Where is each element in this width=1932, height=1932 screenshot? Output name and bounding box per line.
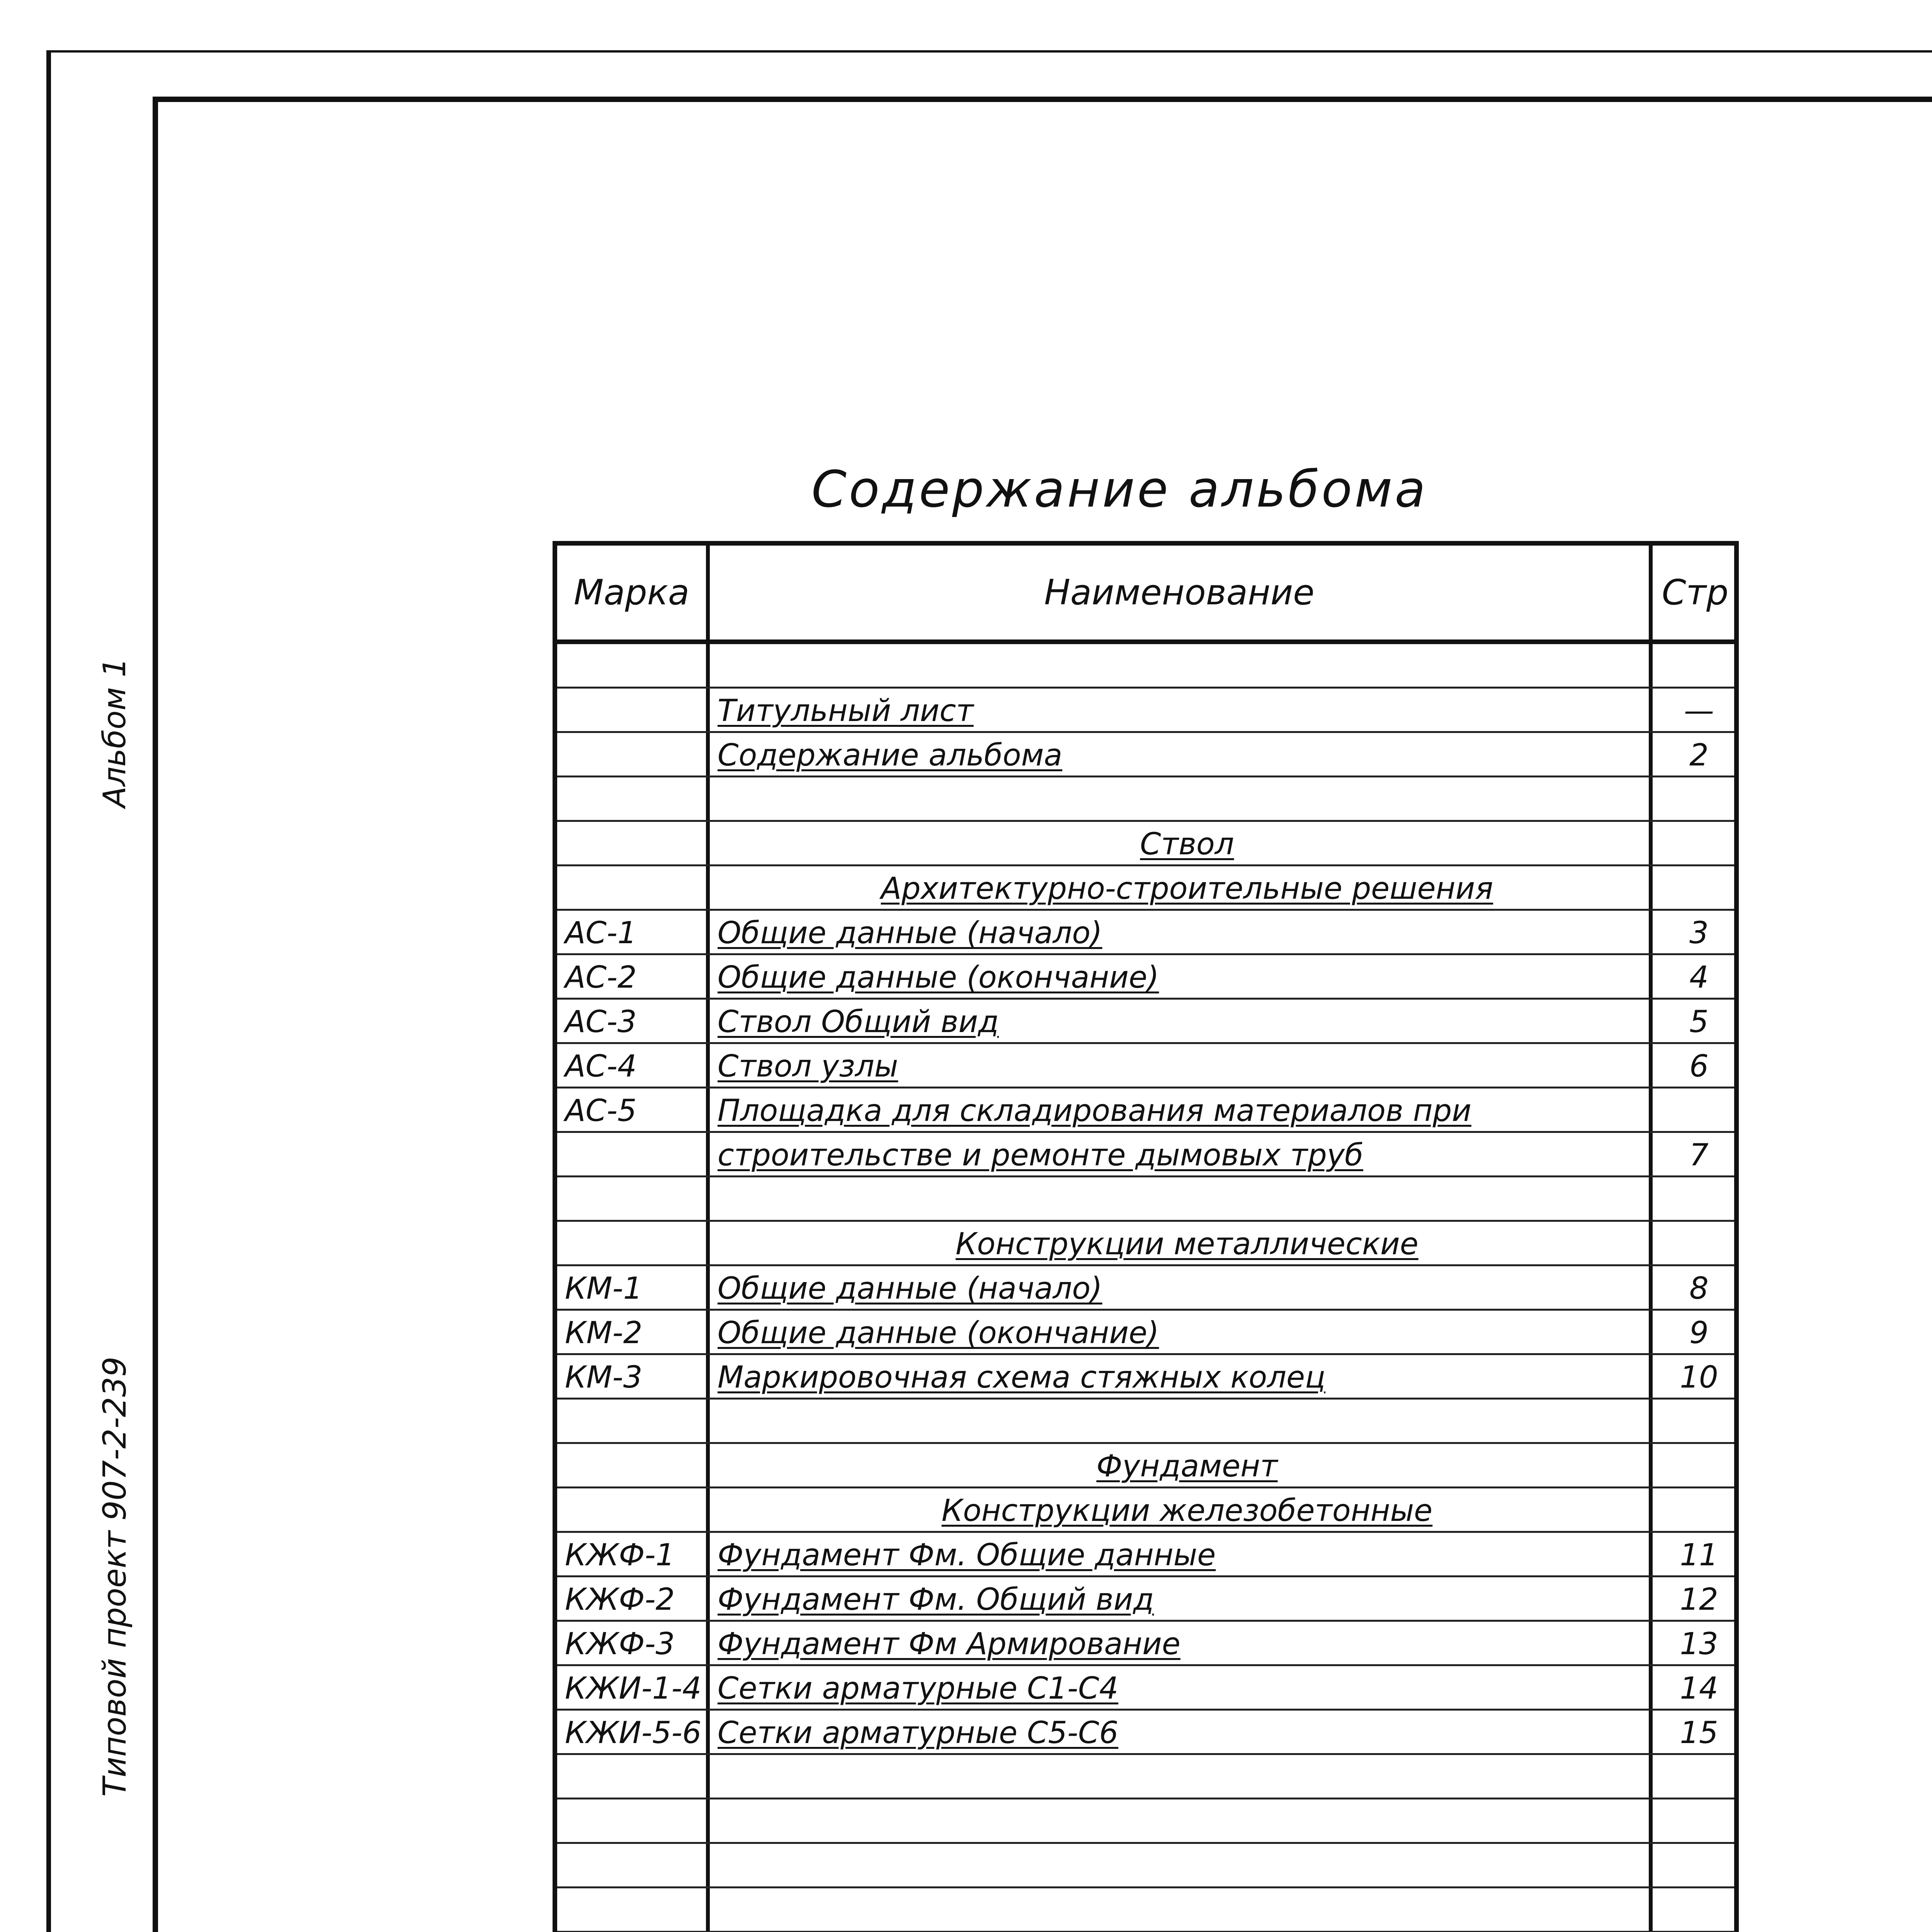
row-page: 8	[1689, 1271, 1709, 1306]
table-row	[557, 1044, 1734, 1088]
row-name: Содержание альбома	[718, 738, 1063, 773]
table-row	[557, 689, 1734, 733]
row-name: строительстве и ремонте дымовых труб	[718, 1138, 1364, 1173]
row-name: Общие данные (начало)	[718, 916, 1102, 951]
row-mark: КЖИ-5-6	[565, 1716, 702, 1750]
row-name: Сетки арматурные С1-С4	[718, 1671, 1119, 1706]
contents-table	[553, 541, 1739, 1932]
row-mark: КЖФ-3	[565, 1627, 675, 1662]
row-mark: АС-3	[565, 1005, 637, 1039]
row-page: 11	[1680, 1538, 1718, 1573]
row-page: 5	[1689, 1005, 1709, 1039]
row-page: 4	[1689, 960, 1709, 995]
row-mark: КМ-3	[565, 1360, 643, 1395]
table-row	[557, 1888, 1734, 1932]
header-mark: Марка	[557, 546, 706, 644]
table-row	[557, 1755, 1734, 1799]
table-row	[557, 1666, 1734, 1711]
row-page: —	[1684, 694, 1714, 728]
row-mark: КЖИ-1-4	[565, 1671, 702, 1706]
header-name: Наименование	[710, 546, 1649, 644]
table-row	[557, 1400, 1734, 1444]
row-name: Маркировочная схема стяжных колец	[718, 1360, 1326, 1395]
row-name: Площадка для складирования материалов при	[718, 1094, 1471, 1128]
row-page: 7	[1689, 1138, 1709, 1173]
row-page: 10	[1680, 1360, 1718, 1395]
table-row	[557, 1711, 1734, 1755]
section-heading: Ствол	[1140, 827, 1234, 862]
table-row	[557, 1133, 1734, 1177]
row-name: Общие данные (начало)	[718, 1271, 1102, 1306]
row-page: 13	[1680, 1627, 1718, 1662]
section-heading: Фундамент	[1096, 1449, 1278, 1484]
table-row	[557, 1311, 1734, 1355]
row-page: 15	[1680, 1716, 1718, 1750]
row-mark: КМ-1	[565, 1271, 643, 1306]
table-row	[557, 1355, 1734, 1400]
row-page: 6	[1689, 1049, 1709, 1084]
row-page: 3	[1689, 916, 1709, 951]
table-row	[557, 1088, 1734, 1133]
table-row	[557, 1222, 1734, 1266]
row-mark: АС-2	[565, 960, 637, 995]
album-title: Содержание альбома	[811, 460, 1428, 519]
row-name: Фундамент Фм Армирование	[718, 1627, 1180, 1662]
row-name: Сетки арматурные С5-С6	[718, 1716, 1119, 1750]
row-name: Общие данные (окончание)	[718, 1316, 1159, 1350]
row-name: Общие данные (окончание)	[718, 960, 1159, 995]
row-mark: КЖФ-2	[565, 1582, 675, 1617]
row-name: Титульный лист	[718, 694, 974, 728]
table-row	[557, 644, 1734, 689]
header-page: Стр	[1653, 546, 1738, 644]
table-row	[557, 1533, 1734, 1577]
table-row	[557, 1444, 1734, 1488]
section-heading: Конструкции металлические	[956, 1227, 1418, 1262]
table-row	[557, 777, 1734, 822]
row-mark: КЖФ-1	[565, 1538, 675, 1573]
row-page: 2	[1689, 738, 1709, 773]
row-page: 12	[1680, 1582, 1718, 1617]
table-row	[557, 1622, 1734, 1666]
table-row	[557, 1799, 1734, 1844]
table-row	[557, 1266, 1734, 1311]
row-mark: АС-5	[565, 1094, 637, 1128]
table-row	[557, 733, 1734, 777]
row-name: Фундамент Фм. Общие данные	[718, 1538, 1216, 1573]
table-row	[557, 1577, 1734, 1622]
row-name: Фундамент Фм. Общий вид	[718, 1582, 1154, 1617]
section-heading: Архитектурно-строительные решения	[881, 871, 1493, 906]
side-project-label: Типовой проект 907-2-239	[97, 1356, 133, 1797]
table-row	[557, 1000, 1734, 1044]
side-album-label: Альбом 1	[97, 658, 133, 808]
row-mark: КМ-2	[565, 1316, 643, 1350]
section-heading: Конструкции железобетонные	[941, 1493, 1433, 1528]
table-row	[557, 955, 1734, 1000]
table-row	[557, 1177, 1734, 1222]
table-row	[557, 1844, 1734, 1888]
row-name: Ствол Общий вид	[718, 1005, 999, 1039]
row-name: Ствол узлы	[718, 1049, 898, 1084]
row-mark: АС-1	[565, 916, 637, 951]
table-row	[557, 822, 1734, 866]
row-page: 9	[1689, 1316, 1709, 1350]
table-row	[557, 1488, 1734, 1533]
row-page: 14	[1680, 1671, 1718, 1706]
table-row	[557, 911, 1734, 955]
table-row	[557, 866, 1734, 911]
row-mark: АС-4	[565, 1049, 637, 1084]
